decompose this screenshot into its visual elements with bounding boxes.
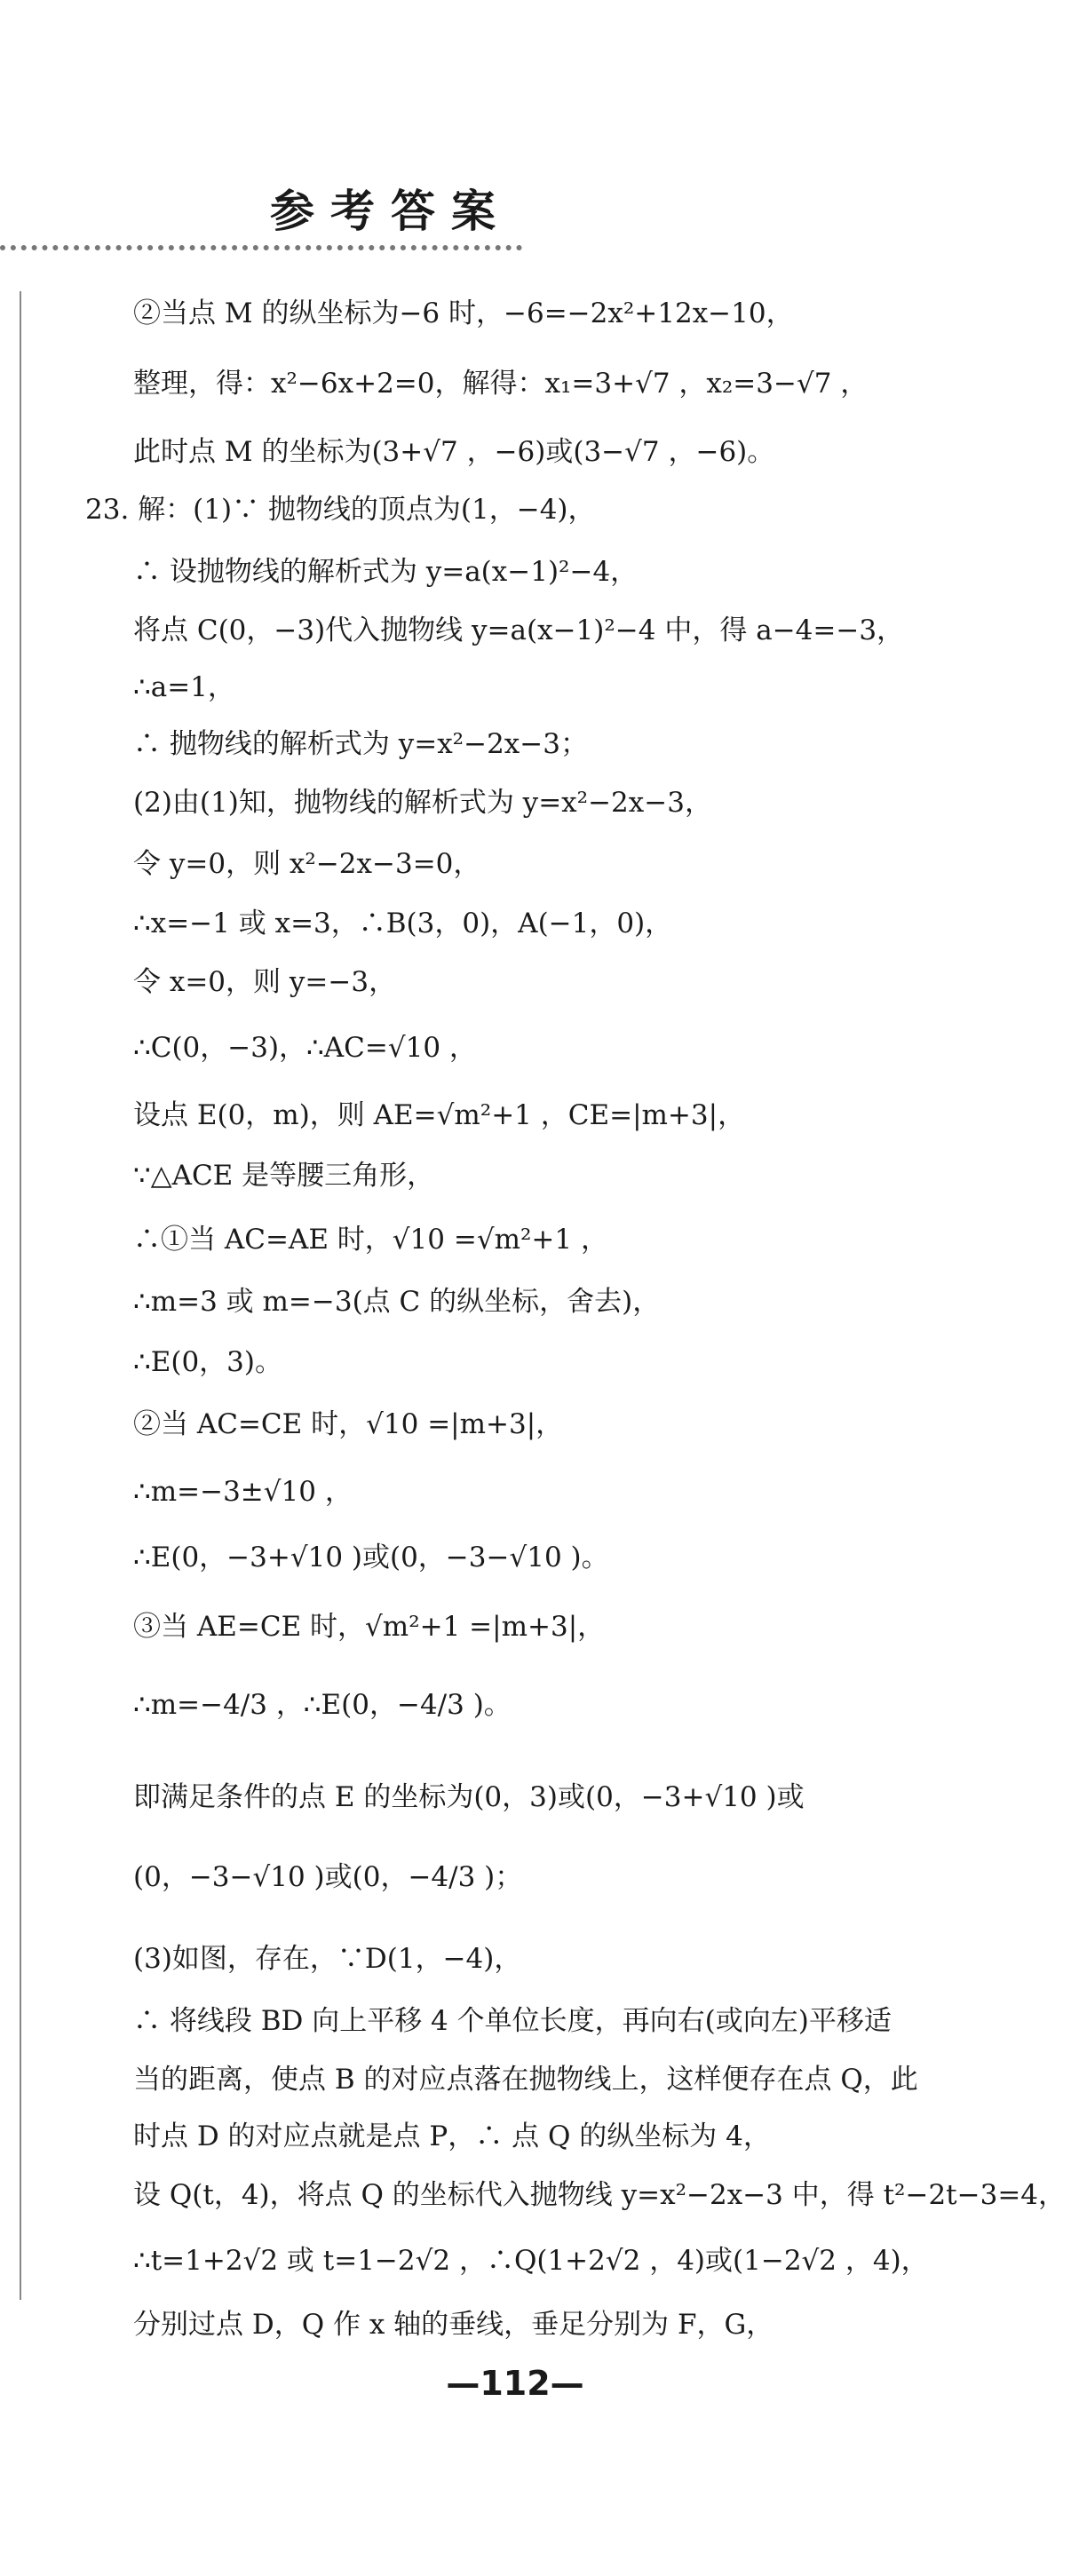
text-line: (2)由(1)知，抛物线的解析式为 y=x²−2x−3， [133,787,712,819]
text-line: ∴①当 AC=AE 时，√10 =√m²+1 ， [133,1224,608,1256]
text-line: ∴E(0，−3+√10 )或(0，−3−√10 )。 [133,1542,609,1573]
text-line: ∴m=−4/3 ，∴E(0，−4/3 )。 [133,1689,512,1721]
text-line: ∴t=1+2√2 或 t=1−2√2 ，∴Q(1+2√2 ，4)或(1−2√2 ，4)， [133,2245,929,2277]
text-line: 分别过点 D，Q 作 x 轴的垂线，垂足分别为 F，G， [133,2309,774,2341]
text-line: ②当 AC=CE 时，√10 =|m+3|， [133,1408,564,1440]
text-line: ∴m=3 或 m=−3(点 C 的纵坐标，舍去)， [133,1286,661,1318]
text-line: ②当点 M 的纵坐标为−6 时，−6=−2x²+12x−10， [133,297,794,329]
text-line: ∴C(0，−3)，∴AC=√10 ， [133,1032,477,1064]
text-line: (0，−3−√10 )或(0，−4/3 )； [133,1861,523,1893]
left-margin-line [20,291,21,2300]
text-line: 设 Q(t，4)，将点 Q 的坐标代入抛物线 y=x²−2x−3 中，得 t²−2t−3=4， [133,2179,1067,2211]
text-line: 令 y=0，则 x²−2x−3=0， [133,848,481,880]
text-line: ∴m=−3±√10 ， [133,1476,353,1508]
text-line: ∴E(0，3)。 [133,1346,282,1378]
text-line: ∵△ACE 是等腰三角形， [133,1160,435,1192]
page-title: 参考答案 [270,186,512,237]
text-line: ∴a=1， [133,671,235,703]
text-line: 令 x=0，则 y=−3， [133,966,397,998]
text-line: 当的距离，使点 B 的对应点落在抛物线上，这样便存在点 Q，此 [133,2064,918,2096]
text-line: (3)如图，存在，∵D(1，−4)， [133,1943,522,1975]
text-line: ∴ 设抛物线的解析式为 y=a(x−1)²−4， [133,556,639,588]
text-line: 时点 D 的对应点就是点 P，∴ 点 Q 的纵坐标为 4， [133,2120,771,2152]
text-line: 将点 C(0，−3)代入抛物线 y=a(x−1)²−4 中，得 a−4=−3， [133,614,905,646]
text-line: 设点 E(0，m)，则 AE=√m²+1 ，CE=|m+3|， [133,1099,746,1131]
text-line: 此时点 M 的坐标为(3+√7 ，−6)或(3−√7 ，−6)。 [133,436,775,468]
title-dotted-rule [0,245,522,250]
text-line: 即满足条件的点 E 的坐标为(0，3)或(0，−3+√10 )或 [133,1781,805,1813]
text-line: ∴ 将线段 BD 向上平移 4 个单位长度，再向右(或向左)平移适 [133,2005,892,2037]
text-line: ∴x=−1 或 x=3，∴B(3，0)，A(−1，0)， [133,908,673,939]
text-line: 整理，得：x²−6x+2=0，解得：x₁=3+√7 ，x₂=3−√7 ， [133,368,869,400]
text-line: ③当 AE=CE 时，√m²+1 =|m+3|， [133,1611,606,1643]
problem-23-start: 23. 解：(1)∵ 抛物线的顶点为(1，−4)， [85,494,596,526]
page-number: —112— [446,2364,584,2403]
text-line: ∴ 抛物线的解析式为 y=x²−2x−3； [133,728,588,760]
